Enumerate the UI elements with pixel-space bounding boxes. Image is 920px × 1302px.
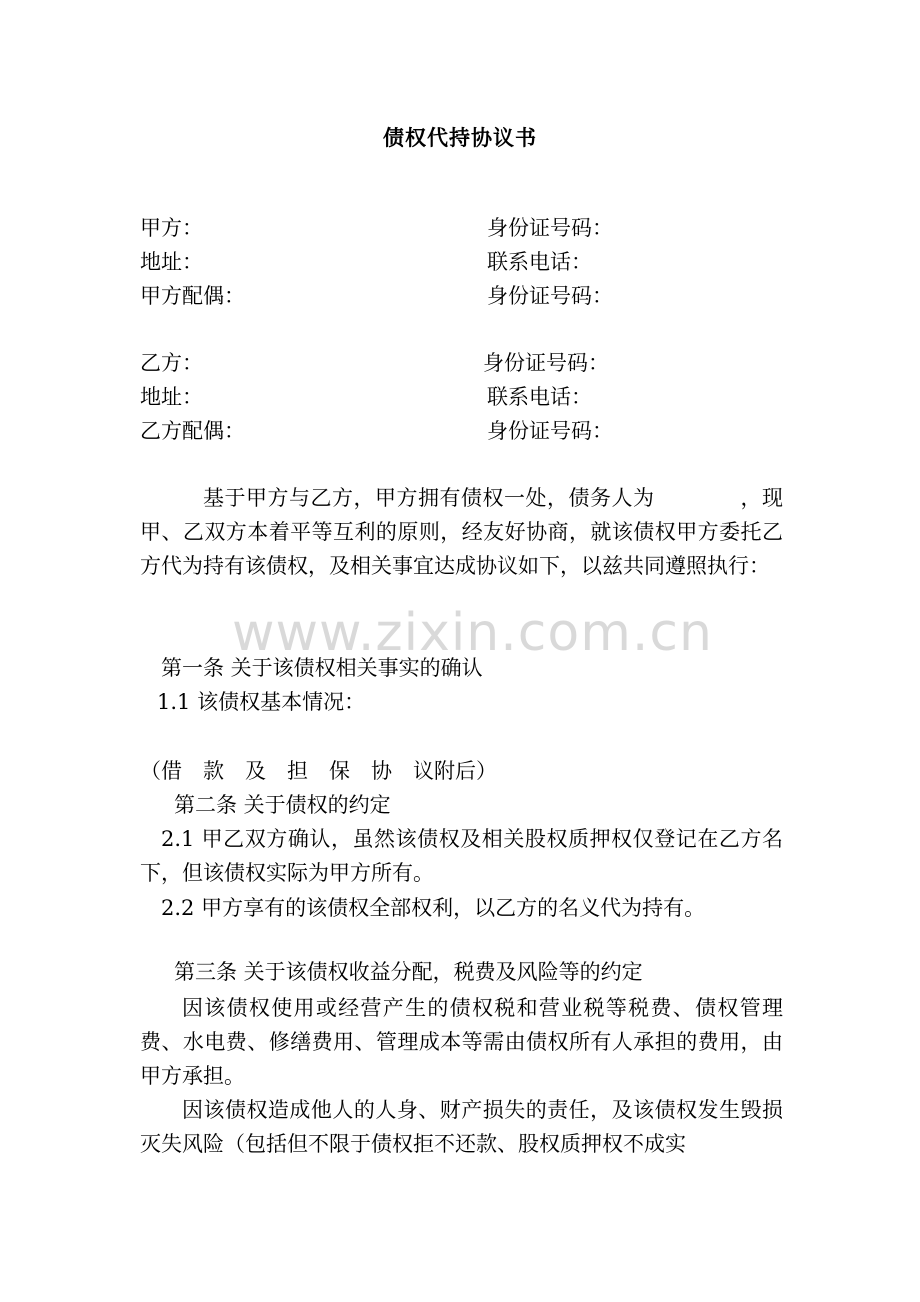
party-a-spouse-id-label: 身份证号码： [487,284,613,308]
article-2-item-2-1: 2.1 甲乙双方确认，虽然该债权及相关股权质押权仅登记在乙方名下，但该债权实际为甲方所有。 [140,827,783,885]
article-3-paragraph-1: 因该债权使用或经营产生的债权税和营业税等税费、债权管理费、水电费、修缮费用、管理成本等需由债权所有人承担的费用，由甲方承担。 [140,996,783,1088]
party-b-address-label: 地址： [140,385,203,409]
party-b-phone-label: 联系电话： [487,385,592,409]
party-b-spouse-id-label: 身份证号码： [487,419,613,443]
article-2-item-2-2: 2.2 甲方享有的该债权全部权利，以乙方的名义代为持有。 [161,896,706,920]
article-1-item-1-1: 1.1 该债权基本情况： [157,690,366,714]
article-1-note: （借 款 及 担 保 协 议附后） [140,759,497,783]
article-2-heading: 第二条 关于债权的约定 [174,793,391,817]
intro-paragraph: 基于甲方与乙方，甲方拥有债权一处，债务人为 ，现甲、乙双方本着平等互利的原则，经友好协商，就该债权甲方委托乙方代为持有该债权，及相关事宜达成协议如下，以兹共同遵照执行： [140,486,783,578]
article-1-heading: 第一条 关于该债权相关事实的确认 [161,656,483,680]
party-b-spouse-label: 乙方配偶： [140,419,245,443]
party-a-id-label: 身份证号码： [487,216,613,240]
party-b-name-label: 乙方： [140,351,203,375]
party-a-name-label: 甲方： [140,216,203,240]
document-title: 债权代持协议书 [383,125,537,150]
article-3-paragraph-2: 因该债权造成他人的人身、财产损失的责任，及该债权发生毁损灭失风险（包括但不限于债权拒不还款、股权质押权不成实 [140,1098,783,1156]
watermark-text: www.zixin.com.cn [232,603,713,663]
party-a-phone-label: 联系电话： [487,250,592,274]
party-b-id-label: 身份证号码： [483,351,609,375]
article-3-heading: 第三条 关于该债权收益分配，税费及风险等的约定 [174,960,643,984]
party-a-spouse-label: 甲方配偶： [140,284,245,308]
party-a-address-label: 地址： [140,250,203,274]
